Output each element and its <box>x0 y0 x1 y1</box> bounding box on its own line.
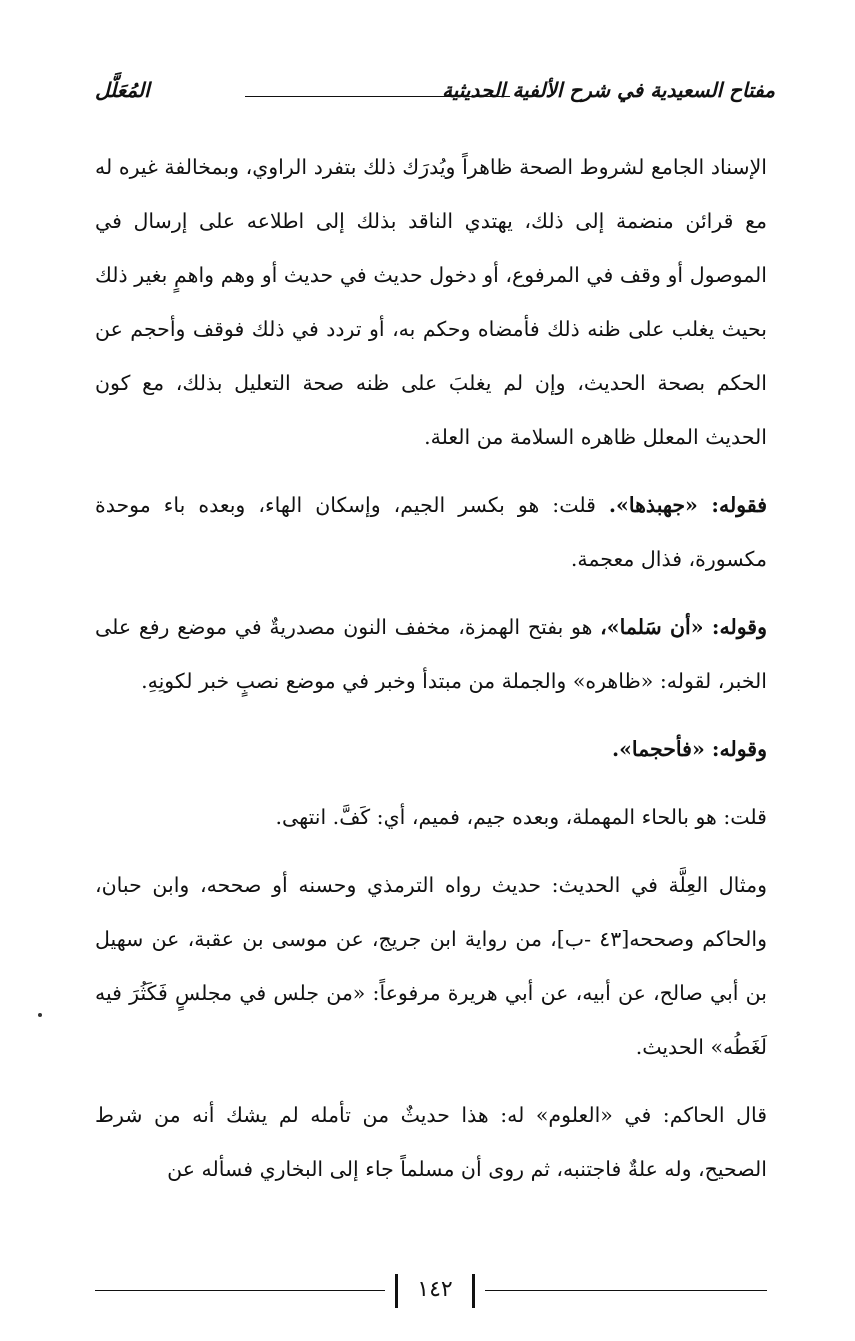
page-number: ١٤٢ <box>395 1268 475 1312</box>
paragraph-text: ومثال العِلَّة في الحديث: حديث رواه الترمذي وحسنه أو صححه، وابن حبان، والحاكم وصححه[٤٣ -ب]، من رواية ابن جريج، عن موسى بن عقبة، عن سهيل بن أبي صالح، عن أبيه، عن أبي هريرة مرفوعاً: «من جلس في مجلسٍ فَكَثُرَ فيه لَغَطُه» الحديث. <box>95 873 767 1059</box>
running-header <box>95 78 775 118</box>
paragraph-lead: وقوله: «فأحجما». <box>611 737 767 761</box>
page-footer <box>95 1268 767 1328</box>
header-rule <box>245 96 510 97</box>
paragraph-lead: وقوله: «أن سَلما»، <box>600 615 767 639</box>
chapter-title: المُعَلَّل <box>95 78 150 102</box>
paragraph <box>95 140 767 464</box>
margin-dot <box>38 1013 42 1017</box>
paragraph-text: قلت: هو بالحاء المهملة، وبعده جيم، فميم، أي: كَفَّ. انتهى. <box>275 805 767 829</box>
paragraph-text: قلت: هو بكسر الجيم، وإسكان الهاء، وبعده باء موحدة مكسورة، فذال معجمة. <box>95 493 767 571</box>
paragraph-text: الإسناد الجامع لشروط الصحة ظاهراً ويُدرَك ذلك بتفرد الراوي، وبمخالفة غيره له مع قرائن منضمة إلى ذلك، يهتدي الناقد بذلك إلى اطلاعه على إرسال في الموصول أو وقف في المرفوع، أو دخول حديث في حديث أو وهم واهمٍ بغير ذلك بحيث يغلب على ظنه ذلك فأمضاه وحكم به، أو تردد في ذلك فوقف وأحجم عن الحكم بصحة الحديث، وإن لم يغلبَ على ظنه صحة التعليل بذلك، مع كون الحديث المعلل ظاهره السلامة من العلة. <box>95 155 767 449</box>
paragraph <box>95 790 767 844</box>
paragraph <box>95 722 767 776</box>
paragraph-text: قال الحاكم: في «العلوم» له: هذا حديثٌ من تأمله لم يشك أنه من شرط الصحيح، وله علةٌ فاجتنبه، ثم روى أن مسلماً جاء إلى البخاري فسأله عن <box>95 1103 767 1181</box>
book-title: مفتاح السعيدية في شرح الألفية الحديثية <box>442 78 775 102</box>
paragraph <box>95 478 767 586</box>
footer-rule-left <box>95 1290 385 1291</box>
paragraph <box>95 858 767 1074</box>
body-text <box>95 140 767 1196</box>
paragraph <box>95 600 767 708</box>
paragraph-lead: فقوله: «جهبذها». <box>608 493 767 517</box>
footer-rule-right <box>485 1290 767 1291</box>
paragraph <box>95 1088 767 1196</box>
paragraph-text: هو بفتح الهمزة، مخفف النون مصدريةٌ في موضع رفع على الخبر، لقوله: «ظاهره» والجملة من مبتدأ وخبر في موضع نصبٍ خبر لكونِهِ. <box>95 615 767 693</box>
